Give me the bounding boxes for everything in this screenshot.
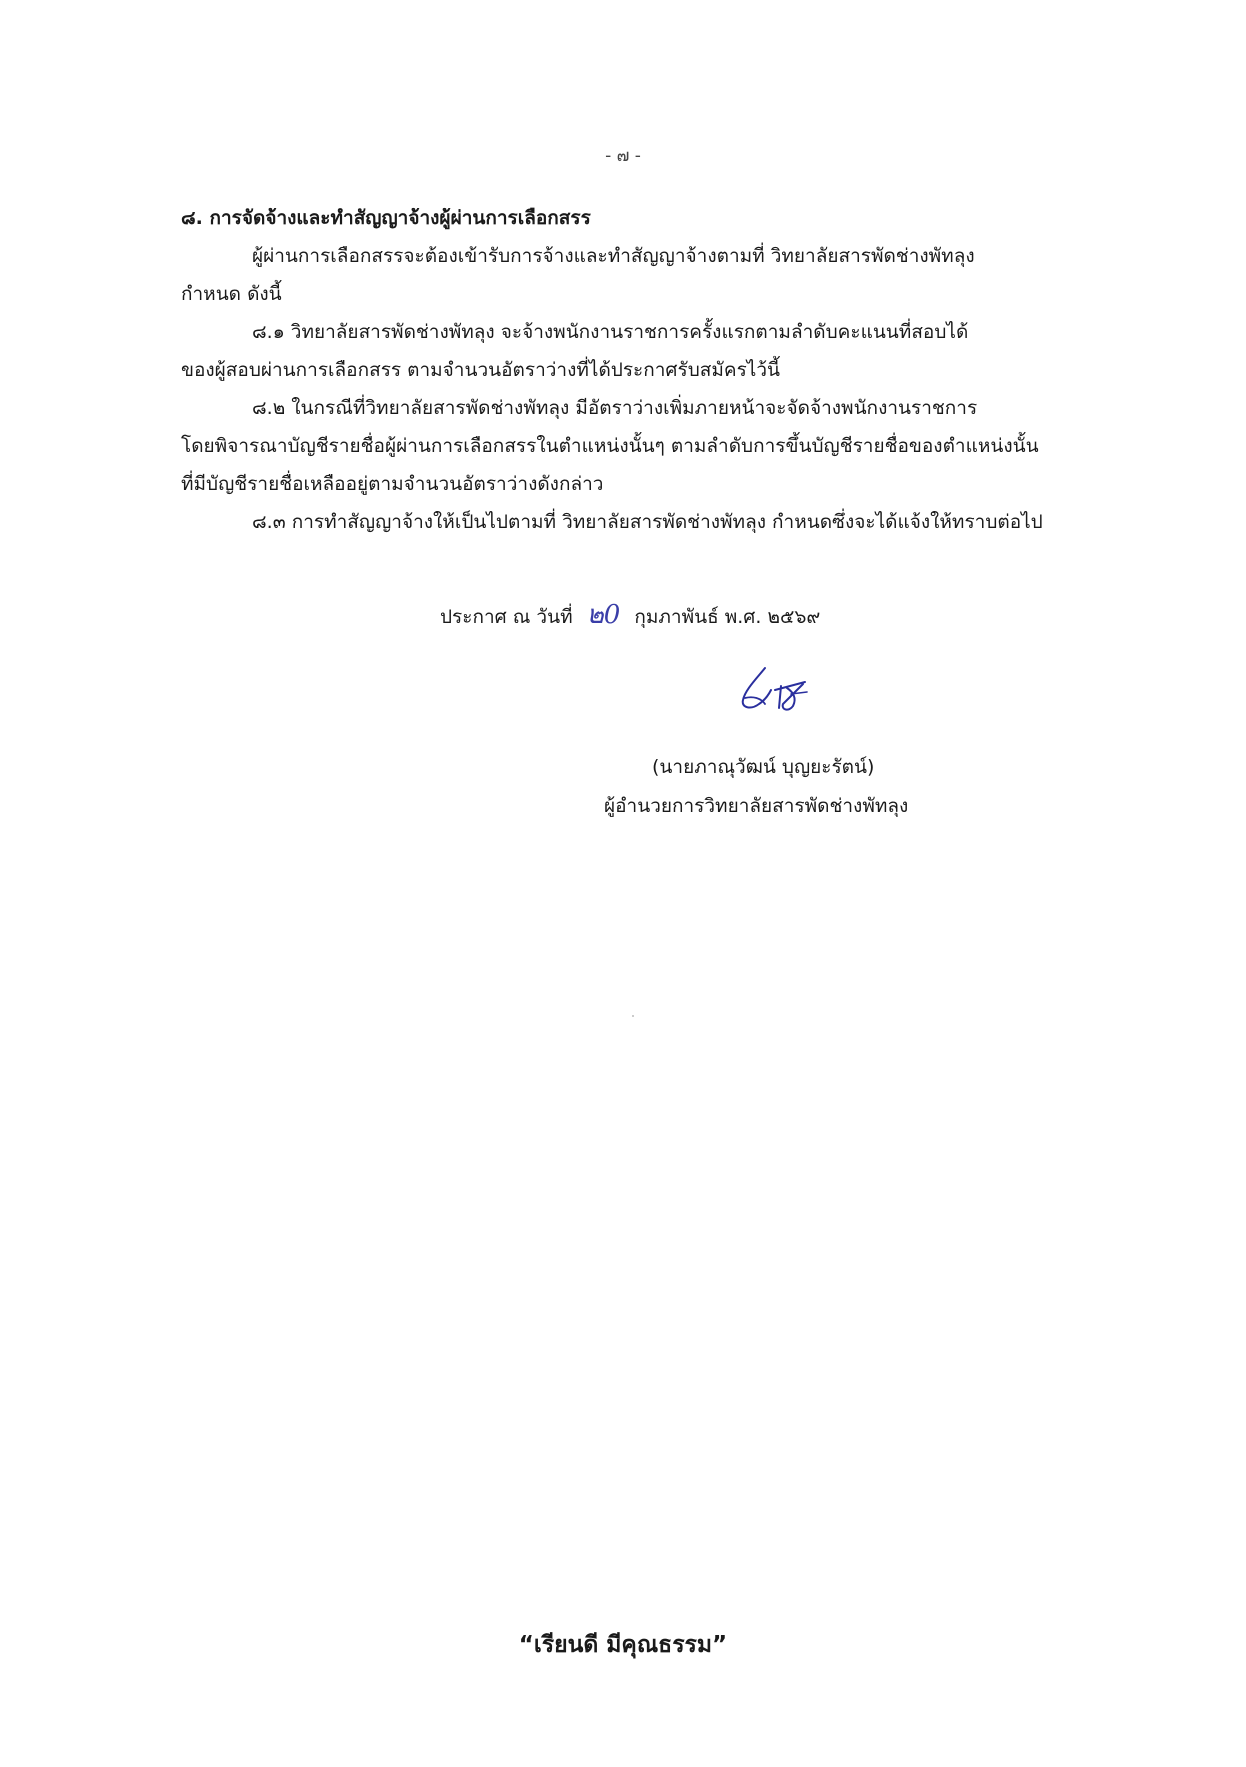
item-8-2-line-1: ๘.๒ ในกรณีที่วิทยาลัยสารพัดช่างพัทลุง มีอัตราว่างเพิ่มภายหน้าจะจัดจ้างพนักงานราชการ [252,397,978,419]
college-motto: “เรียนดี มีคุณธรรม” [518,1632,728,1658]
signature-image [735,660,825,720]
intro-line-1: ผู้ผ่านการเลือกสรรจะต้องเข้ารับการจ้างและทำสัญญาจ้างตามที่ วิทยาลัยสารพัดช่างพัทลุง [252,245,975,267]
page-number: - ๗ - [605,146,641,166]
handwritten-day: ๒0 [586,600,621,630]
signatory-title: ผู้อำนวยการวิทยาลัยสารพัดช่างพัทลุง [604,795,909,817]
item-8-2-line-2: โดยพิจารณาบัญชีรายชื่อผู้ผ่านการเลือกสรรในตำแหน่งนั้นๆ ตามลำดับการขึ้นบัญชีรายชื่อของตำแหน่งนั้น [181,435,1039,457]
intro-line-2: กำหนด ดังนี้ [181,283,282,305]
announcement-prefix: ประกาศ ณ วันที่ [440,606,573,628]
announcement-month-year: กุมภาพันธ์ พ.ศ. ๒๕๖๙ [634,606,821,628]
item-8-3-line-1: ๘.๓ การทำสัญญาจ้างให้เป็นไปตามที่ วิทยาลัยสารพัดช่างพัทลุง กำหนดซึ่งจะได้แจ้งให้ทราบต่อไป [252,511,1043,533]
item-8-2-line-3: ที่มีบัญชีรายชื่อเหลืออยู่ตามจำนวนอัตราว่างดังกล่าว [181,473,604,495]
announcement-date [440,594,820,635]
signatory-name: (นายภาณุวัฒน์ บุญยะรัตน์) [652,756,875,778]
item-8-1-line-2: ของผู้สอบผ่านการเลือกสรร ตามจำนวนอัตราว่างที่ได้ประกาศรับสมัครไว้นี้ [181,359,781,381]
section-heading: ๘. การจัดจ้างและทำสัญญาจ้างผู้ผ่านการเลือกสรร [181,207,591,229]
item-8-1-line-1: ๘.๑ วิทยาลัยสารพัดช่างพัทลุง จะจ้างพนักงานราชการครั้งแรกตามลำดับคะแนนที่สอบได้ [252,321,969,343]
scan-speck [632,1015,634,1017]
